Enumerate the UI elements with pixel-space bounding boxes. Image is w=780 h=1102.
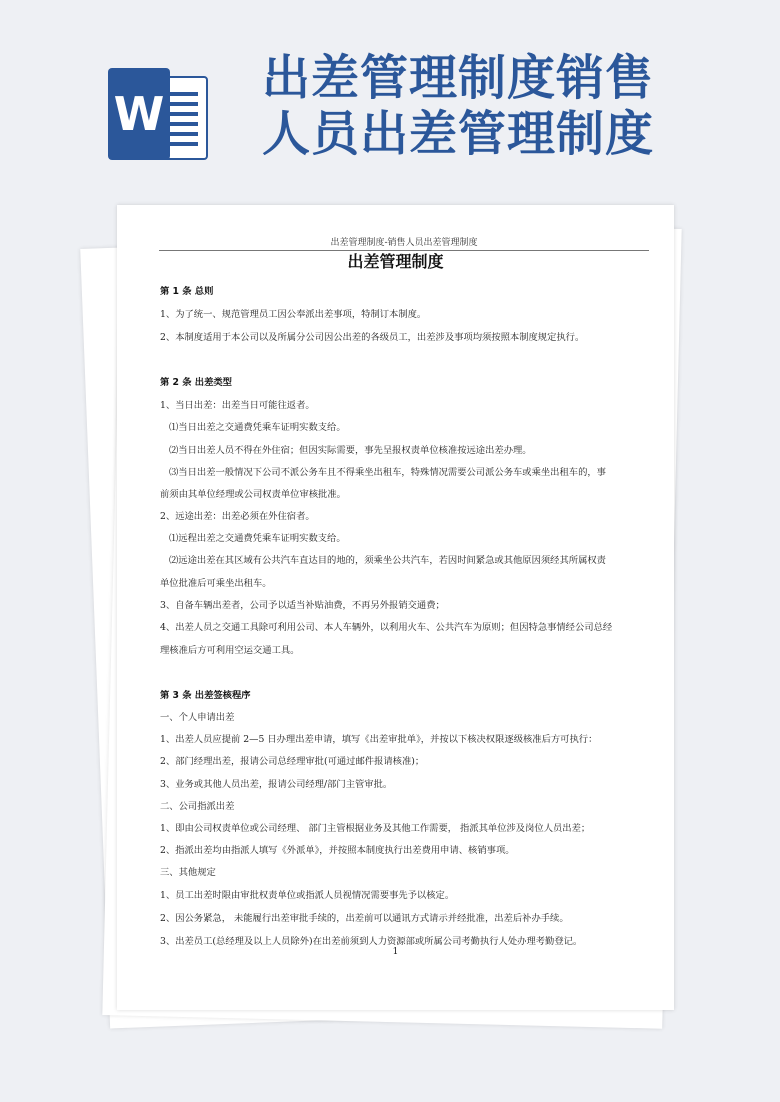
body-line: 1、出差人员应提前 2—5 日办理出差申请，填写《出差审批单》，并按以下核决权限逐级核准后方可执行： (160, 734, 598, 745)
body-line: 2、指派出差均由指派人填写《外派单》，并按照本制度执行出差费用申请、核销事项。 (160, 845, 515, 856)
body-line: 4、出差人员之交通工具除可利用公司、本人车辆外，以利用火车、公共汽车为原则；但因特急事情经公司总经 (160, 622, 613, 633)
body-line: 三、其他规定 (160, 867, 216, 878)
body-line: 2、远途出差：出差必须在外住宿者。 (160, 511, 315, 522)
body-line: 1、为了统一、规范管理员工因公奉派出差事项，特制订本制度。 (160, 309, 427, 320)
body-line: 1、即由公司权责单位或公司经理、 部门主管根据业务及其他工作需要， 指派其单位涉及岗位人员出差； (160, 823, 591, 834)
body-line: 2、本制度适用于本公司以及所属分公司因公出差的各级员工，出差涉及事项均须按照本制度规定执行。 (160, 332, 585, 343)
word-letter: W (108, 68, 170, 160)
word-document-icon (108, 68, 208, 160)
running-header: 出差管理制度-销售人员出差管理制度 (159, 235, 649, 251)
document-page (117, 205, 674, 1010)
page-number: 1 (392, 947, 399, 957)
body-line: ⑶当日出差一般情况下公司不派公务车且不得乘坐出租车，特殊情况需要公司派公务车或乘坐出租车的，事 (169, 467, 606, 478)
body-line: 理核准后方可利用空运交通工具。 (160, 645, 300, 656)
section-heading: 第 3 条 出差签核程序 (160, 690, 251, 701)
body-line: 单位批准后可乘坐出租车。 (160, 578, 272, 589)
body-line: 2、因公务紧急， 未能履行出差审批手续的，出差前可以通讯方式请示并经批准，出差后补办手续。 (160, 913, 569, 924)
body-line: ⑵当日出差人员不得在外住宿；但因实际需要，事先呈报权责单位核准按远途出差办理。 (169, 445, 532, 456)
body-line: ⑴当日出差之交通费凭乘车证明实数支给。 (169, 422, 346, 433)
body-line: 3、业务或其他人员出差，报请公司经理/部门主管审批。 (160, 779, 393, 790)
section-heading: 第 1 条 总则 (160, 286, 214, 297)
banner-title-line2: 人员出差管理制度 (262, 106, 655, 162)
document-title: 出差管理制度 (347, 252, 444, 271)
body-line: ⑵远途出差在其区域有公共汽车直达目的地的，须乘坐公共汽车，若因时间紧急或其他原因须经其所属权责 (169, 555, 606, 566)
banner (0, 0, 780, 200)
body-line: ⑴远程出差之交通费凭乘车证明实数支给。 (169, 533, 346, 544)
banner-title (262, 50, 762, 162)
banner-title-line1: 出差管理制度销售 (262, 50, 655, 106)
body-line: 二、公司指派出差 (160, 801, 235, 812)
body-line: 3、出差员工(总经理及以上人员除外)在出差前须到人力资源部或所属公司考勤执行人处办理考勤登记。 (160, 936, 583, 947)
body-line: 3、自备车辆出差者，公司予以适当补贴油费，不再另外报销交通费； (160, 600, 445, 611)
body-line: 1、员工出差时限由审批权责单位或指派人员视情况需要事先予以核定。 (160, 890, 455, 901)
body-line: 2、部门经理出差，报请公司总经理审批(可通过邮件报请核准)； (160, 756, 425, 767)
section-heading: 第 2 条 出差类型 (160, 377, 232, 388)
body-line: 一、个人申请出差 (160, 712, 235, 723)
body-line: 1、当日出差：出差当日可能往返者。 (160, 400, 315, 411)
body-line: 前须由其单位经理或公司权责单位审核批准。 (160, 489, 346, 500)
